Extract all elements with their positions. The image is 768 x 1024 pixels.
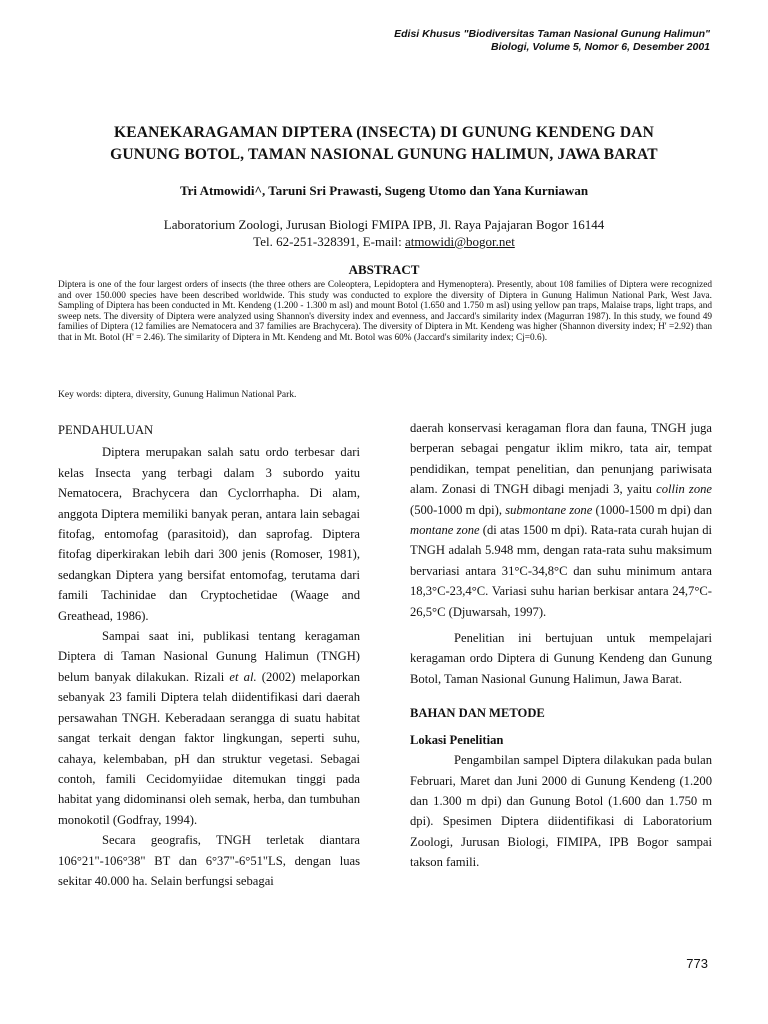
affiliation-address: Laboratorium Zoologi, Jurusan Biologi FMIPA IPB, Jl. Raya Pajajaran Bogor 16144: [163, 217, 605, 232]
paper-title: [70, 122, 698, 166]
text-run: (2002) melaporkan sebanyak 23 famili Diptera telah diidentifikasi dari daerah persawahan TNGH. Keberadaan serangga di suatu habitat sangat terkait dengan faktor lingkungan, seperti suhu, cahaya, kelembaban, pH dan struktur vegetasi. Sebagai contoh, famili Cecidomyiidae ditemukan tinggi pada habitat yang didominansi oleh semak, herba, dan tumbuhan monokotil (Godfray, 1994).: [58, 669, 361, 827]
paragraph: Diptera merupakan salah satu ordo terbesar dari kelas Insecta yang terbagi dalam 3 subordo yaitu Nematocera, Brachycera dan Cyclorrhapha. Di alam, anggota Diptera memiliki banyak peran, antara lain sebagai fitofag, entomofag (parasitoid), dan saprofag. Diptera fitofag diperkirakan lebih dari 300 jenis (Romoser, 1981), sedangkan Diptera yang bersifat entomofag, terutama dari famili Tachinidae dan Cryptochetidae (Waage and Greathead, 1986).: [58, 445, 360, 623]
italic-run: et al.: [229, 669, 257, 684]
italic-run: montane zone: [410, 523, 480, 538]
affiliation-contact: [70, 233, 698, 250]
paragraph: Penelitian ini bertujuan untuk mempelajari keragaman ordo Diptera di Gunung Kendeng dan Gunung Botol, Taman Nasional Gunung Halimun, Jawa Barat.: [410, 631, 712, 686]
text-run: (di atas 1500 m dpi). Rata-rata curah hujan di TNGH adalah 5.948 mm, dengan rata-rata suhu maksimum bervariasi antara 31°C-34,8°C dan suhu minimum antara 18,3°C-23,4°C. Variasi suhu harian berkisar antara 24,7°C-26,5°C (Djuwarsah, 1997).: [410, 523, 712, 619]
page-number: 773: [686, 956, 708, 971]
header-line-2: Biologi, Volume 5, Nomor 6, Desember 2001: [490, 41, 710, 53]
section-heading-pendahuluan: PENDAHULUAN: [58, 423, 154, 437]
subsection-heading-lokasi-penelitian: Lokasi Penelitian: [410, 732, 504, 747]
text-run: (1000-1500 m dpi) dan: [592, 502, 712, 517]
italic-run: submontane zone: [505, 502, 593, 517]
title-line-2: GUNUNG BOTOL, TAMAN NASIONAL GUNUNG HALIMUN, JAWA BARAT: [110, 146, 658, 163]
header-line-1: Edisi Khusus "Biodiversitas Taman Nasional Gunung Halimun": [394, 28, 710, 40]
telephone: Tel. 62-251-328391, E-mail:: [253, 234, 405, 249]
section-heading-bahan-dan-metode: BAHAN DAN METODE: [410, 706, 545, 721]
email-link[interactable]: atmowidi@bogor.net: [404, 234, 515, 249]
authors: Tri Atmowidi^, Taruni Sri Prawasti, Sugeng Utomo dan Yana Kurniawan: [179, 183, 589, 198]
text-run: Sampai saat ini, publikasi tentang keragaman Diptera di Taman Nasional Gunung Halimun (TNGH) belum banyak dilakukan. Rizali: [58, 629, 360, 684]
paragraph: [58, 626, 360, 830]
italic-run: collin zone: [656, 482, 712, 497]
text-run: daerah konservasi keragaman flora dan fauna, TNGH juga berperan sebagai pengatur iklim mikro, tata air, tempat pendidikan, tempat penelitian, dan penunjang pariwisata alam. Zonasi di TNGH dibagi menjadi 3, yaitu: [410, 421, 712, 497]
abstract-heading: ABSTRACT: [348, 262, 420, 277]
paragraph: [410, 418, 712, 622]
text-run: (500-1000 m dpi),: [410, 502, 506, 517]
keywords: Key words: diptera, diversity, Gunung Halimun National Park.: [58, 390, 297, 400]
title-line-1: KEANEKARAGAMAN DIPTERA (INSECTA) DI GUNUNG KENDENG DAN: [113, 124, 655, 141]
left-column: [58, 420, 360, 891]
paragraph: Pengambilan sampel Diptera dilakukan pada bulan Februari, Maret dan Juni 2000 di Gunung Kendeng (1.200 dan 1.300 m dpi) dan Gunung Botol (1.600 dan 1.750 m dpi). Spesimen Diptera diidentifikasi di Laboratorium Zoologi, Jurusan Biologi, FIMIPA, IPB Bogor sampai takson famili.: [410, 753, 712, 870]
journal-header: [290, 28, 710, 54]
affiliation: [70, 216, 698, 250]
right-column: [410, 418, 712, 873]
abstract-text: Diptera is one of the four largest orders of insects (the three others are Coleoptera, Lepidoptera and Hymenoptera). Presently, about 108 families of Diptera were recognized and over 150.000 species have been described worldwide. This study was conducted to explore the diversity of Diptera in Gunung Halimun National Park, West Java. Sampling of Diptera has been conducted in Mt. Kendeng (1.200 - 1.300 m asl) and mount Botol (1.650 and 1.750 m asl) using yellow pan traps, Malaise traps, light traps, and sweep nets. The diversity of Diptera were analyzed using Shannon's diversity index and evenness, and Jaccard's similarity index (Magurran 1987). In this study, we found 49 families of Diptera (12 families are Nematocera and 37 families are Brachycera). The diversity of Diptera in Mt. Kendeng was higher (Shannon diversity index; H' =2.92) than that in Mt. Botol (H' = 2.46). The similarity of Diptera in Mt. Kendeng and Mt. Botol was 60% (Jaccard's similarity index; Cj=0.6).: [58, 280, 712, 343]
paragraph: Secara geografis, TNGH terletak diantara 106°21"-106°38" BT dan 6°37"-6°51"LS, dengan luas sekitar 40.000 ha. Selain berfungsi sebagai: [58, 833, 360, 888]
